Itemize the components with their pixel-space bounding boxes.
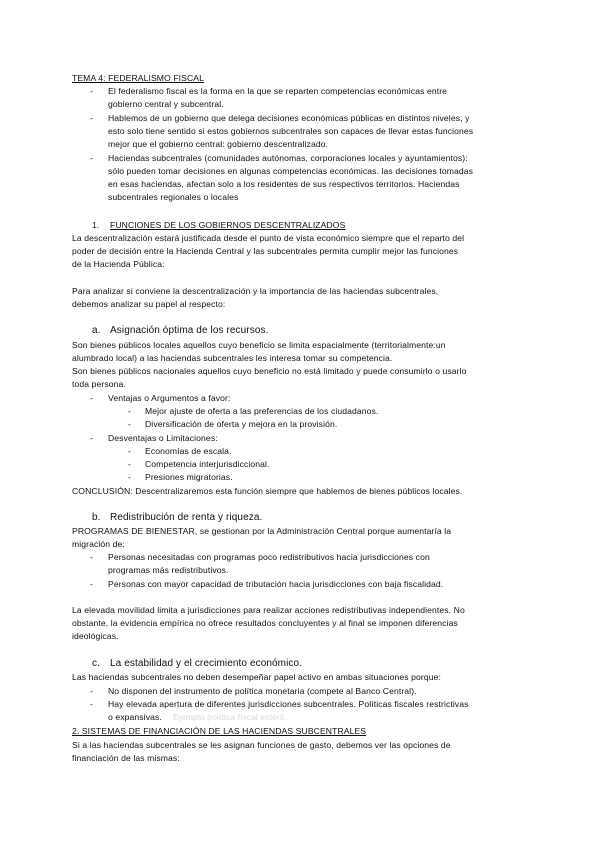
faded-note: Ejemplo política fiscal estéril. (173, 712, 287, 722)
document-title: TEMA 4: FEDERALISMO FISCAL (72, 73, 205, 83)
subsection-b-letter: b. (92, 512, 101, 523)
bullet-dash: - (90, 153, 93, 163)
section-1-para2-line-2: debemos analizar su papel al respecto: (72, 299, 226, 309)
intro-bullet-2-line-1: Hablemos de un gobierno que delega decisiones económicas públicas en distintos niveles, y (108, 113, 470, 123)
conclusion-line: CONCLUSIÓN: Descentralizaremos esta función siempre que hablemos de bienes públicos locales. (72, 486, 463, 496)
intro-bullet-1-line-1: El federalismo fiscal es la forma en la que se reparten competencias económicas entre (108, 86, 448, 96)
intro-bullet-2-line-3: mejor que el gobierno central: gobierno descentralizado. (108, 139, 329, 149)
section-1-number: 1. (92, 220, 100, 230)
bullet-dash: - (128, 472, 131, 482)
section-2-line-2: financiación de las mismas: (72, 753, 180, 763)
intro-bullet-3-line-2: sólo pueden tomar decisiones en algunas competencias económicas. las decisiones tomadas (108, 166, 474, 176)
subsection-b-para-line-1: La elevada movilidad limita a jurisdicciones para realizar acciones redistributivas independientes. No (72, 605, 465, 615)
intro-bullet-3-line-3: en esas haciendas, afectan solo a los residentes de sus respectivos territorios. Haciendas (108, 179, 460, 189)
section-1-para1-line-2: poder de decisión entre la Hacienda Central y las subcentrales permita cumplir mejor las funciones (72, 246, 459, 256)
section-1-para1-line-3: de la Hacienda Pública: (72, 259, 165, 269)
subsection-a-letter: a. (92, 325, 101, 336)
intro-bullet-1-line-2: gobierno central y subcentral. (108, 99, 224, 109)
desventajas-label: Desventajas o Limitaciones: (108, 433, 218, 443)
subsection-c-letter: c. (92, 658, 100, 669)
subsection-c-bullet-2-line-2: o expansivas. (108, 712, 162, 722)
subsection-b-line-2: migración de: (72, 539, 125, 549)
bullet-dash: - (90, 686, 93, 696)
subsection-a-line-2: alumbrado local) a las haciendas subcentrales les interesa tomar su competencia. (72, 353, 393, 363)
section-2-line-1: Si a las haciendas subcentrales se les asignan funciones de gasto, debemos ver las opciones de (72, 740, 451, 750)
desventaja-2: Competencia interjurisdiccional. (145, 459, 270, 469)
subsection-b-bullet-1-line-1: Personas necesitadas con programas poco redistributivos hacia jurisdicciones con (108, 552, 430, 562)
subsection-b-bullet-2: Personas con mayor capacidad de tributación hacia jurisdicciones con baja fiscalidad. (108, 579, 444, 589)
bullet-dash: - (90, 86, 93, 96)
intro-bullet-3-line-1: Haciendas subcentrales (comunidades autónomas, corporaciones locales y ayuntamientos): (108, 153, 468, 163)
intro-bullet-3-line-4: subcentrales regionales o locales (108, 192, 239, 202)
subsection-b-bullet-1-line-2: programas más redistributivos. (108, 565, 229, 575)
section-1-heading: FUNCIONES DE LOS GOBIERNOS DESCENTRALIZADOS (110, 220, 346, 230)
bullet-dash: - (128, 419, 131, 429)
desventaja-1: Economías de escala. (145, 446, 232, 456)
bullet-dash: - (90, 699, 93, 709)
subsection-c-bullet-2-line-1: Hay elevada apertura de diferentes jurisdicciones subcentrales. Políticas fiscales restrictivas (108, 699, 469, 709)
desventaja-3: Presiones migratorias. (145, 472, 233, 482)
bullet-dash: - (90, 113, 93, 123)
bullet-dash: - (90, 552, 93, 562)
subsection-b-line-1: PROGRAMAS DE BIENESTAR, se gestionan por la Administración Central porque aumentaría la (72, 526, 452, 536)
section-1-para1-line-1: La descentralización estará justificada desde el punto de vista económico siempre que el reparto del (72, 233, 465, 243)
subsection-c-line: Las haciendas subcentrales no deben desempeñar papel activo en ambas situaciones porque: (72, 672, 442, 682)
subsection-c-bullet-1: No disponen del instrumento de política monetaria (compete al Banco Central). (108, 686, 417, 696)
ventaja-2: Diversificación de oferta y mejora en la provisión. (145, 419, 338, 429)
ventaja-1: Mejor ajuste de oferta a las preferencias de los ciudadanos. (145, 406, 379, 416)
intro-bullet-2-line-2: esto solo tiene sentido si estos gobiernos subcentrales son capaces de llevar estas funciones (108, 126, 474, 136)
bullet-dash: - (90, 433, 93, 443)
bullet-dash: - (128, 406, 131, 416)
section-1-para2-line-1: Para analizar si conviene la descentralización y la importancia de las haciendas subcentrales, (72, 286, 439, 296)
subsection-a-line-4: toda persona. (72, 379, 126, 389)
subsection-b-para-line-2: obstante, la evidencia empírica no ofrece resultados concluyentes y al final se imponen diferencias (72, 618, 458, 628)
subsection-b-heading: Redistribución de renta y riqueza. (110, 512, 263, 523)
bullet-dash: - (128, 459, 131, 469)
bullet-dash: - (128, 446, 131, 456)
bullet-dash: - (90, 393, 93, 403)
subsection-a-line-3: Son bienes públicos nacionales aquellos cuyo beneficio no está limitado y puede consumirlo o usarlo (72, 366, 467, 376)
ventajas-label: Ventajas o Argumentos a favor: (108, 393, 231, 403)
bullet-dash: - (90, 579, 93, 589)
subsection-a-heading: Asignación óptima de los recursos. (110, 325, 269, 336)
subsection-a-line-1: Son bienes públicos locales aquellos cuyo beneficio se limita espacialmente (territorialmente:un (72, 340, 446, 350)
subsection-b-para-line-3: ideológicas. (72, 631, 119, 641)
section-2-heading: 2. SISTEMAS DE FINANCIACIÓN DE LAS HACIENDAS SUBCENTRALES (72, 726, 367, 736)
subsection-c-heading: La estabilidad y el crecimiento económico. (110, 658, 303, 669)
